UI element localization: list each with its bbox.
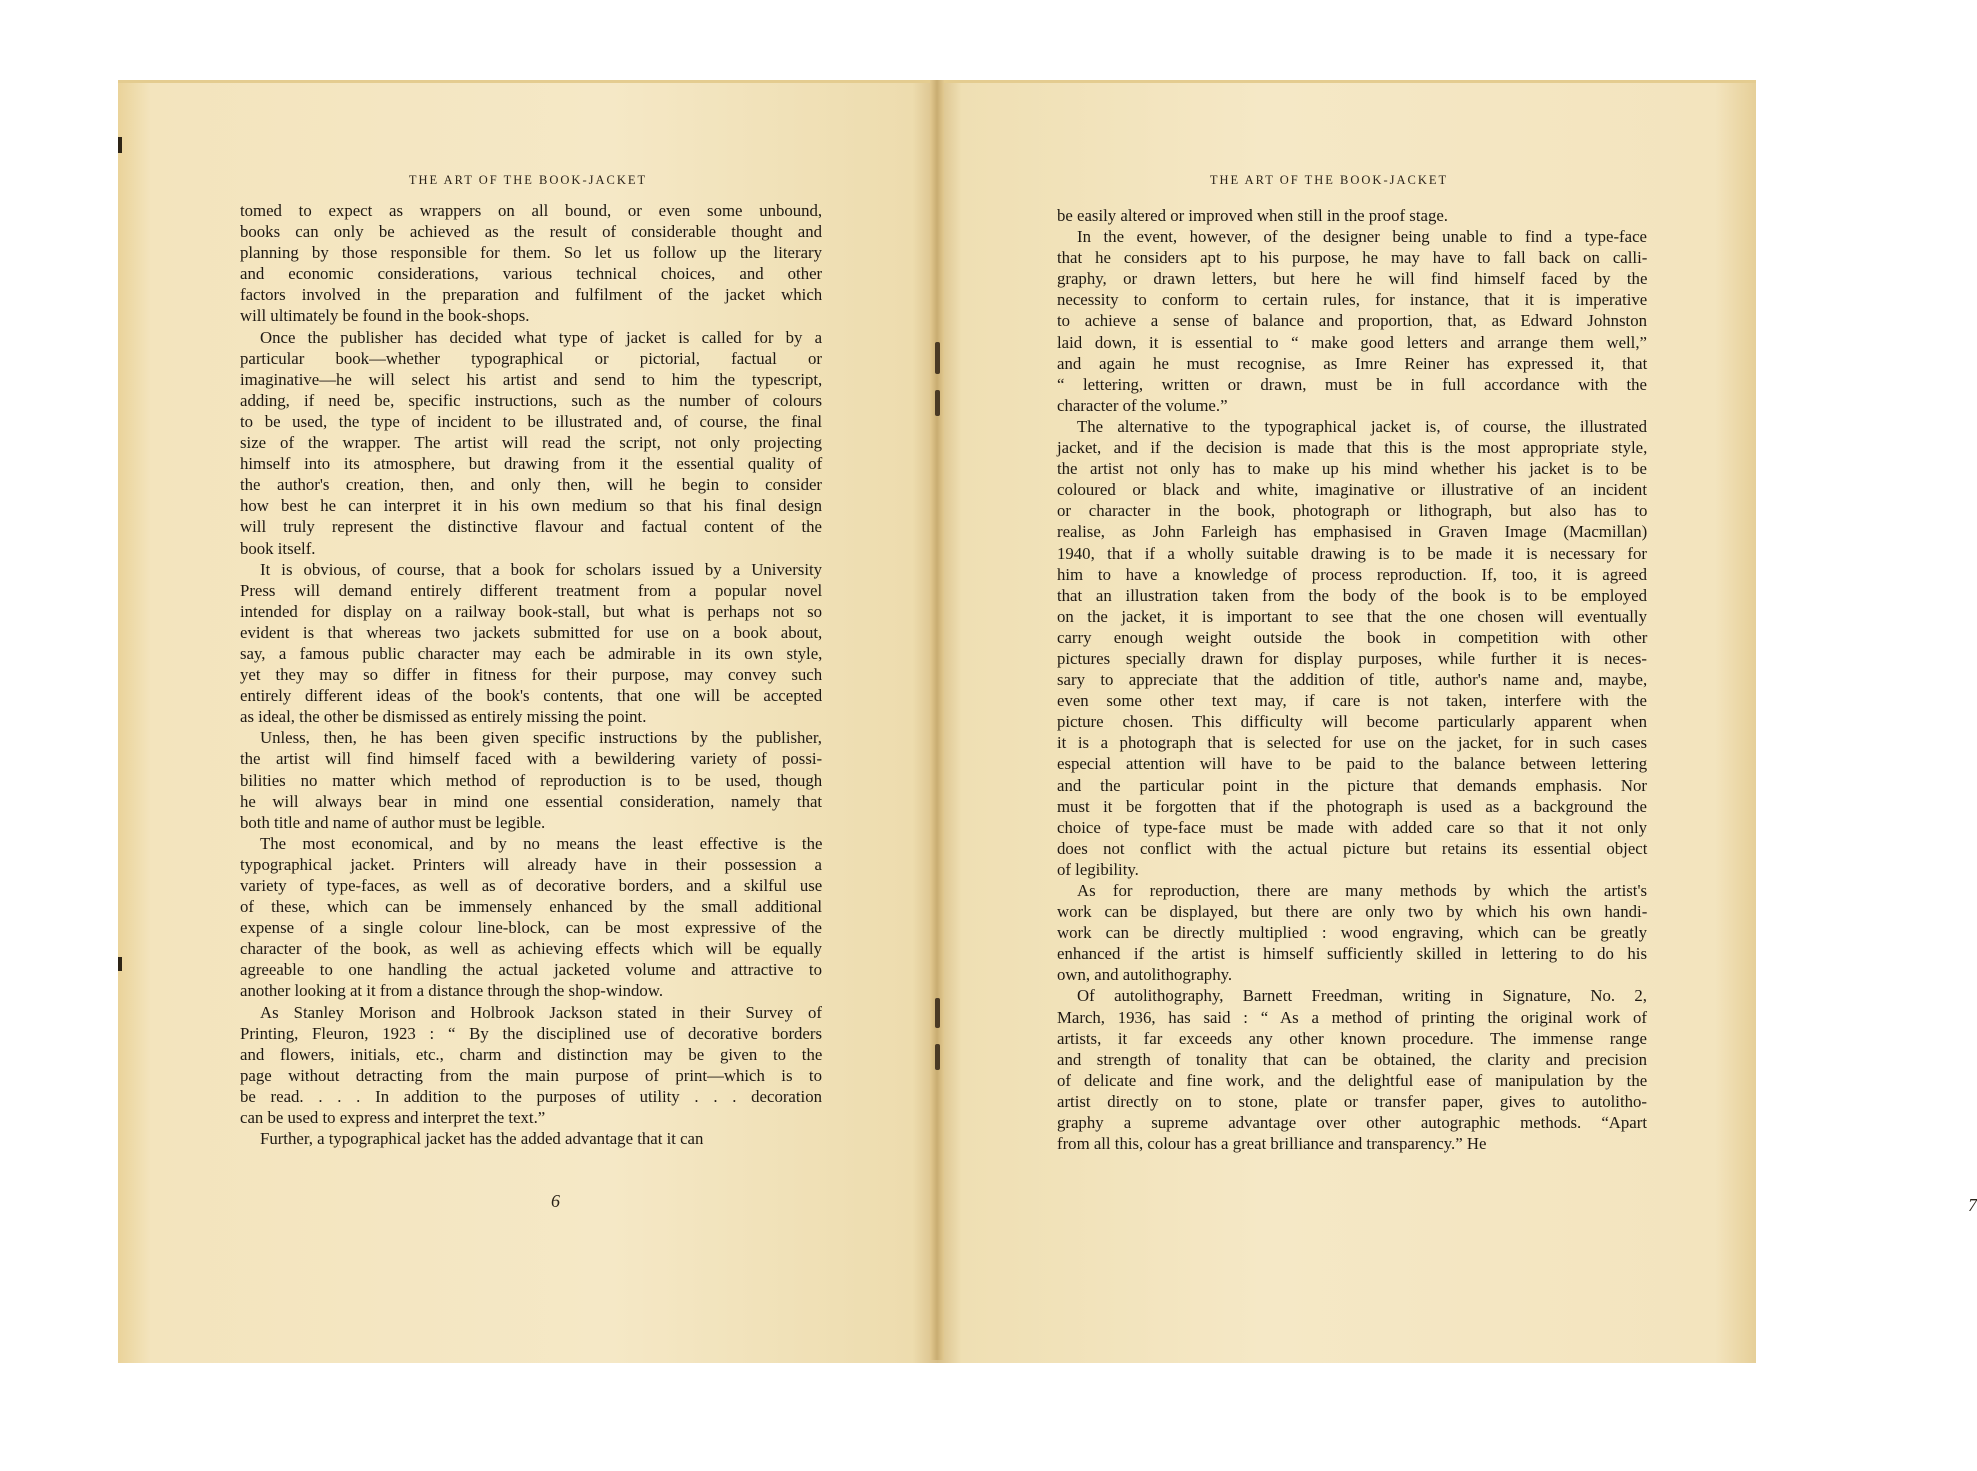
text-line: can be used to express and interpret the text.” <box>240 1108 546 1128</box>
text-line: the author's creation, then, and only then, will he begin to consider <box>240 475 822 495</box>
text-line: or character in the book, photograph or lithograph, but also has to <box>1057 501 1648 521</box>
text-line: Press will demand entirely different treatment from a popular novel <box>240 580 823 600</box>
text-line: bilities no matter which method of reproduction is to be used, though <box>240 770 823 790</box>
left-page <box>118 80 937 1363</box>
text-line: In the event, however, of the designer being unable to find a type-face <box>1077 227 1647 247</box>
text-line: say, a famous public character may each be admirable in its own style, <box>240 643 823 663</box>
text-line: particular book—whether typographical or pictorial, factual or <box>240 348 822 368</box>
text-line: March, 1936, has said : “ As a method of printing the original work of <box>1057 1007 1647 1027</box>
edge-mark <box>118 957 122 971</box>
text-line: choice of type-face must be made with added care so that it not only <box>1057 817 1648 837</box>
text-line: As Stanley Morison and Holbrook Jackson stated in their Survey of <box>260 1002 822 1022</box>
text-line: character of the volume.” <box>1057 395 1228 415</box>
text-line: and the particular point in the picture that demands emphasis. Nor <box>1057 775 1647 795</box>
text-line: 1940, that if a wholly suitable drawing is to be made it is necessary for <box>1057 543 1647 563</box>
page-number: 6 <box>551 1191 560 1211</box>
text-line: realise, as John Farleigh has emphasised in Graven Image (Macmillan) <box>1057 522 1648 542</box>
text-line: and again he must recognise, as Imre Reiner has expressed it, that <box>1057 353 1648 373</box>
text-line: necessity to conform to certain rules, for instance, that it is imperative <box>1057 290 1648 310</box>
edge-mark <box>118 137 122 153</box>
text-line: be easily altered or improved when still in the proof stage. <box>1057 206 1448 225</box>
text-line: expense of a single colour line-block, can be most expressive of the <box>240 918 822 938</box>
text-line: As for reproduction, there are many methods by which the artist's <box>1077 881 1647 900</box>
text-line: does not conflict with the actual picture but retains its essential object <box>1057 838 1648 858</box>
body-text <box>240 200 822 1149</box>
binding-stitch <box>935 998 940 1028</box>
text-line: Printing, Fleuron, 1923 : “ By the disciplined use of decorative borders <box>240 1023 822 1043</box>
text-line: will ultimately be found in the book-shops. <box>240 306 530 326</box>
text-line: page without detracting from the main purpose of print—which is to <box>240 1065 822 1085</box>
text-line: to achieve a sense of balance and proportion, that, as Edward Johnston <box>1057 311 1647 331</box>
text-line: sary to appreciate that the addition of title, author's name and, maybe, <box>1057 670 1648 690</box>
text-line: Unless, then, he has been given specific instructions by the publisher, <box>260 728 822 748</box>
text-line: the artist will find himself faced with a bewildering variety of possi- <box>240 749 823 769</box>
text-line: laid down, it is essential to “ make good letters and arrange them well,” <box>1057 332 1647 352</box>
text-line: size of the wrapper. The artist will read the script, not only projecting <box>240 433 822 453</box>
text-line: be read. . . . In addition to the purposes of utility . . . decoration <box>240 1086 822 1106</box>
text-line: on the jacket, it is important to see that the one chosen will eventually <box>1057 606 1647 626</box>
text-line: The alternative to the typographical jacket is, of course, the illustrated <box>1077 416 1647 436</box>
text-line: graphy a supreme advantage over other autographic methods. “Apart <box>1057 1113 1647 1133</box>
text-line: own, and autolithography. <box>1057 965 1233 985</box>
text-line: enhanced if the artist is himself sufficiently skilled in lettering to do his <box>1057 944 1647 964</box>
text-line: variety of type-faces, as well as of decorative borders, and a skilful use <box>240 876 823 895</box>
text-line: pictures specially drawn for display purposes, while further it is neces- <box>1057 648 1647 668</box>
text-line: Further, a typographical jacket has the added advantage that it can <box>260 1129 704 1149</box>
text-line: him to have a knowledge of process reproduction. If, too, it is agreed <box>1057 564 1647 584</box>
text-line: and strength of tonality that can be obtained, the clarity and precision <box>1057 1049 1648 1069</box>
text-line: will truly represent the distinctive flavour and factual content of the <box>240 517 822 537</box>
binding-stitch <box>935 342 940 374</box>
text-line: typographical jacket. Printers will already have in their possession a <box>240 854 822 874</box>
text-line: himself into its atmosphere, but drawing from it the essential quality of <box>240 454 823 474</box>
text-line: It is obvious, of course, that a book for scholars issued by a University <box>260 559 823 579</box>
text-line: even some other text may, if care is not taken, interfere with the <box>1057 691 1647 711</box>
text-line: adding, if need be, specific instructions, such as the number of colours <box>240 390 822 410</box>
text-line: book itself. <box>240 538 316 558</box>
text-line: and flowers, initials, etc., charm and distinction may be given to the <box>240 1044 823 1064</box>
binding-gutter <box>930 80 944 1360</box>
text-line: “ lettering, written or drawn, must be in full accordance with the <box>1057 374 1647 394</box>
text-line: agreeable to one handling the actual jacketed volume and attractive to <box>240 960 822 980</box>
text-line: yet they may so differ in fitness for their purpose, may convey such <box>240 665 823 685</box>
body-text <box>1057 205 1647 1154</box>
text-line: artists, it far exceeds any other known procedure. The immense range <box>1057 1028 1647 1048</box>
text-line: The most economical, and by no means the least effective is the <box>260 833 823 853</box>
running-head: THE ART OF THE BOOK-JACKET <box>408 173 648 187</box>
text-line: tomed to expect as wrappers on all bound, or even some unbound, <box>240 201 823 220</box>
text-line: jacket, and if the decision is made that this is the most appropriate style, <box>1057 438 1648 458</box>
text-line: planning by those responsible for them. So let us follow up the literary <box>240 243 822 263</box>
text-line: intended for display on a railway book-stall, but what is perhaps not so <box>240 601 822 621</box>
page-number: 7 <box>1968 1195 1977 1215</box>
binding-stitch <box>935 1044 940 1070</box>
binding-stitch <box>935 390 940 416</box>
text-line: as ideal, the other be dismissed as entirely missing the point. <box>240 707 647 727</box>
text-line: artist directly on to stone, plate or transfer paper, gives to autolitho- <box>1057 1091 1647 1111</box>
text-line: character of the book, as well as achieving effects which will be equally <box>240 939 822 959</box>
text-line: factors involved in the preparation and fulfilment of the jacket which <box>240 285 823 305</box>
text-line: from all this, colour has a great brilliance and transparency.” He <box>1057 1134 1487 1154</box>
text-line: entirely different ideas of the book's contents, that one will be accepted <box>240 686 823 706</box>
text-line: how best he can interpret it in his own medium so that his final design <box>240 496 822 516</box>
text-line: especial attention will have to be paid to the balance between lettering <box>1057 754 1648 774</box>
text-line: carry enough weight outside the book in competition with other <box>1057 627 1648 647</box>
running-head: THE ART OF THE BOOK-JACKET <box>1209 173 1449 187</box>
text-line: that he considers apt to his purpose, he may have to fall back on calli- <box>1057 248 1648 268</box>
text-line: coloured or black and white, imaginative or illustrative of an incident <box>1057 480 1647 500</box>
right-page <box>937 80 1977 1363</box>
text-line: books can only be achieved as the result of considerable thought and <box>240 222 822 242</box>
text-line: evident is that whereas two jackets submitted for use on a book about, <box>240 622 823 642</box>
text-line: Once the publisher has decided what type of jacket is called for by a <box>260 327 823 347</box>
text-line: work can be displayed, but there are only two by which his own handi- <box>1057 902 1648 922</box>
text-line: graphy, or drawn letters, but here he will find himself faced by the <box>1057 269 1648 289</box>
text-line: and economic considerations, various technical choices, and other <box>240 264 823 284</box>
text-line: to be used, the type of incident to be illustrated and, of course, the final <box>240 411 822 431</box>
text-line: work can be directly multiplied : wood engraving, which can be greatly <box>1057 923 1647 943</box>
text-line: he will always bear in mind one essential consideration, namely that <box>240 791 823 811</box>
text-line: picture chosen. This difficulty will become particularly apparent when <box>1057 712 1647 732</box>
text-line: imaginative—he will select his artist and send to him the typescript, <box>240 369 823 389</box>
text-line: both title and name of author must be legible. <box>240 812 546 832</box>
book-spread <box>118 80 1977 1360</box>
text-line: the artist not only has to make up his mind whether his jacket is to be <box>1057 459 1647 479</box>
text-line: Of autolithography, Barnett Freedman, writing in Signature, No. 2, <box>1077 986 1647 1006</box>
text-line: another looking at it from a distance through the shop-window. <box>240 981 664 1001</box>
text-line: of legibility. <box>1057 859 1139 879</box>
text-line: that an illustration taken from the body of the book is to be employed <box>1057 585 1647 605</box>
text-line: must it be forgotten that if the photograph is used as a background the <box>1057 796 1647 816</box>
text-line: of delicate and fine work, and the delightful ease of manipulation by the <box>1057 1070 1648 1090</box>
text-line: it is a photograph that is selected for use on the jacket, for in such cases <box>1057 733 1647 753</box>
text-line: of these, which can be immensely enhanced by the small additional <box>240 897 822 917</box>
